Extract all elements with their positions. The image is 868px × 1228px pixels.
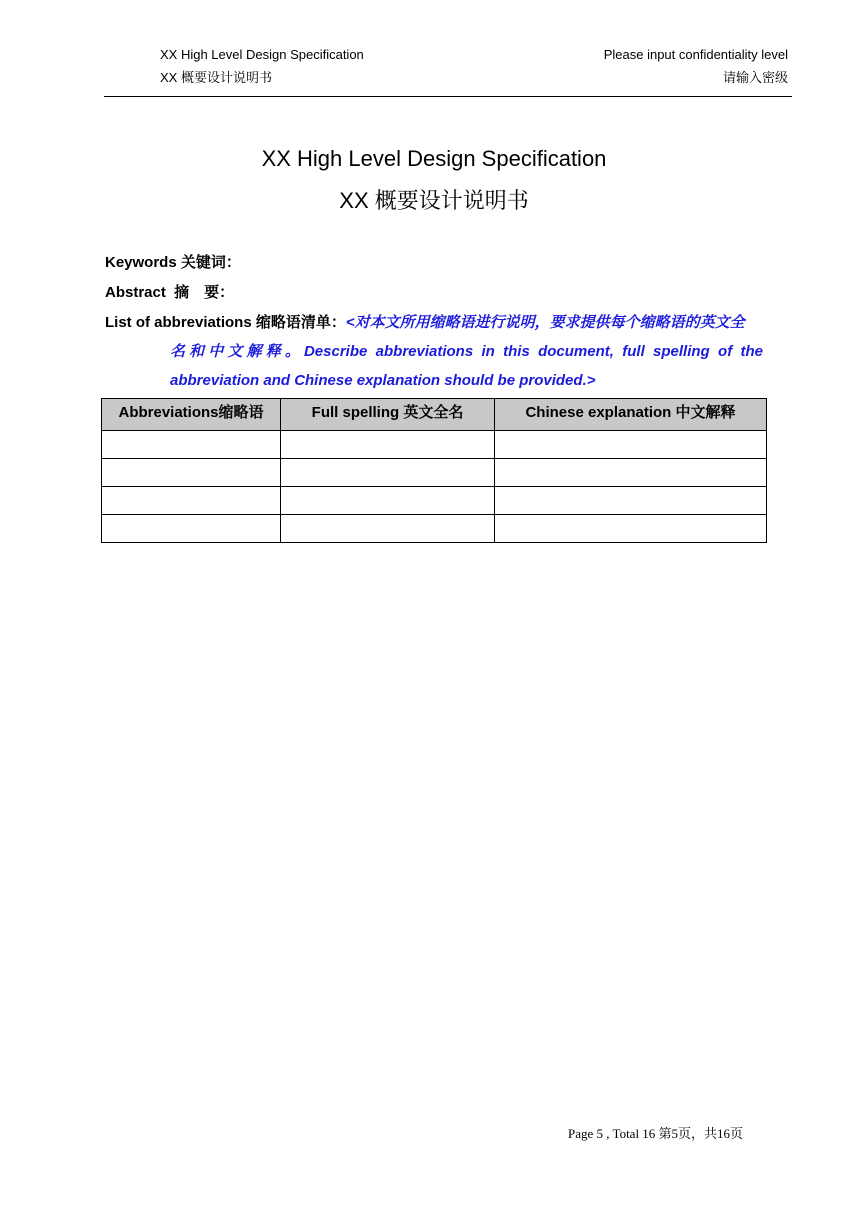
document-title-en: XX High Level Design Specification [261, 146, 607, 171]
table-cell[interactable] [102, 431, 281, 459]
table-cell[interactable] [495, 487, 767, 515]
header-doc-title-en: XX High Level Design Specification [160, 47, 364, 62]
table-cell[interactable] [102, 459, 281, 487]
table-cell[interactable] [495, 459, 767, 487]
table-cell[interactable] [102, 487, 281, 515]
table-cell[interactable] [281, 515, 495, 543]
abbreviations-instruction-line1: <对本文所用缩略语进行说明，要求提供每个缩略语的英文全 [345, 314, 745, 331]
column-header-chinese-explanation: Chinese explanation 中文解释 [495, 399, 767, 431]
abbreviations-instruction-line2: 名和中文解释。Describe abbreviations in this document, full spelling of the [170, 343, 763, 360]
page-footer: Page 5 , Total 16 第5页，共16页 [568, 1126, 744, 1141]
header-doc-title-cn: XX 概要设计说明书 [160, 70, 272, 85]
document-title-cn: XX 概要设计说明书 [339, 188, 529, 213]
abbreviations-section [105, 313, 745, 333]
table-row [102, 431, 767, 459]
keywords-label: Keywords 关键词： [105, 254, 241, 271]
table-row [102, 487, 767, 515]
table-cell[interactable] [102, 515, 281, 543]
table-cell[interactable] [281, 459, 495, 487]
header-divider [104, 96, 792, 97]
header-confidentiality-cn: 请输入密级 [722, 70, 788, 85]
column-header-full-spelling: Full spelling 英文全名 [281, 399, 495, 431]
table-row [102, 459, 767, 487]
abbreviations-table [101, 398, 767, 543]
table-cell[interactable] [281, 431, 495, 459]
table-cell[interactable] [281, 487, 495, 515]
table-cell[interactable] [495, 515, 767, 543]
abbreviations-instruction-line3: abbreviation and Chinese explanation should be provided.> [170, 372, 596, 389]
abstract-label: Abstract 摘 要： [105, 284, 235, 301]
table-header-row [102, 399, 767, 431]
table-cell[interactable] [495, 431, 767, 459]
header-confidentiality-en: Please input confidentiality level [603, 47, 788, 62]
abbreviations-label: List of abbreviations 缩略语清单： [105, 314, 346, 331]
column-header-abbreviations: Abbreviations缩略语 [102, 399, 281, 431]
table-row [102, 515, 767, 543]
